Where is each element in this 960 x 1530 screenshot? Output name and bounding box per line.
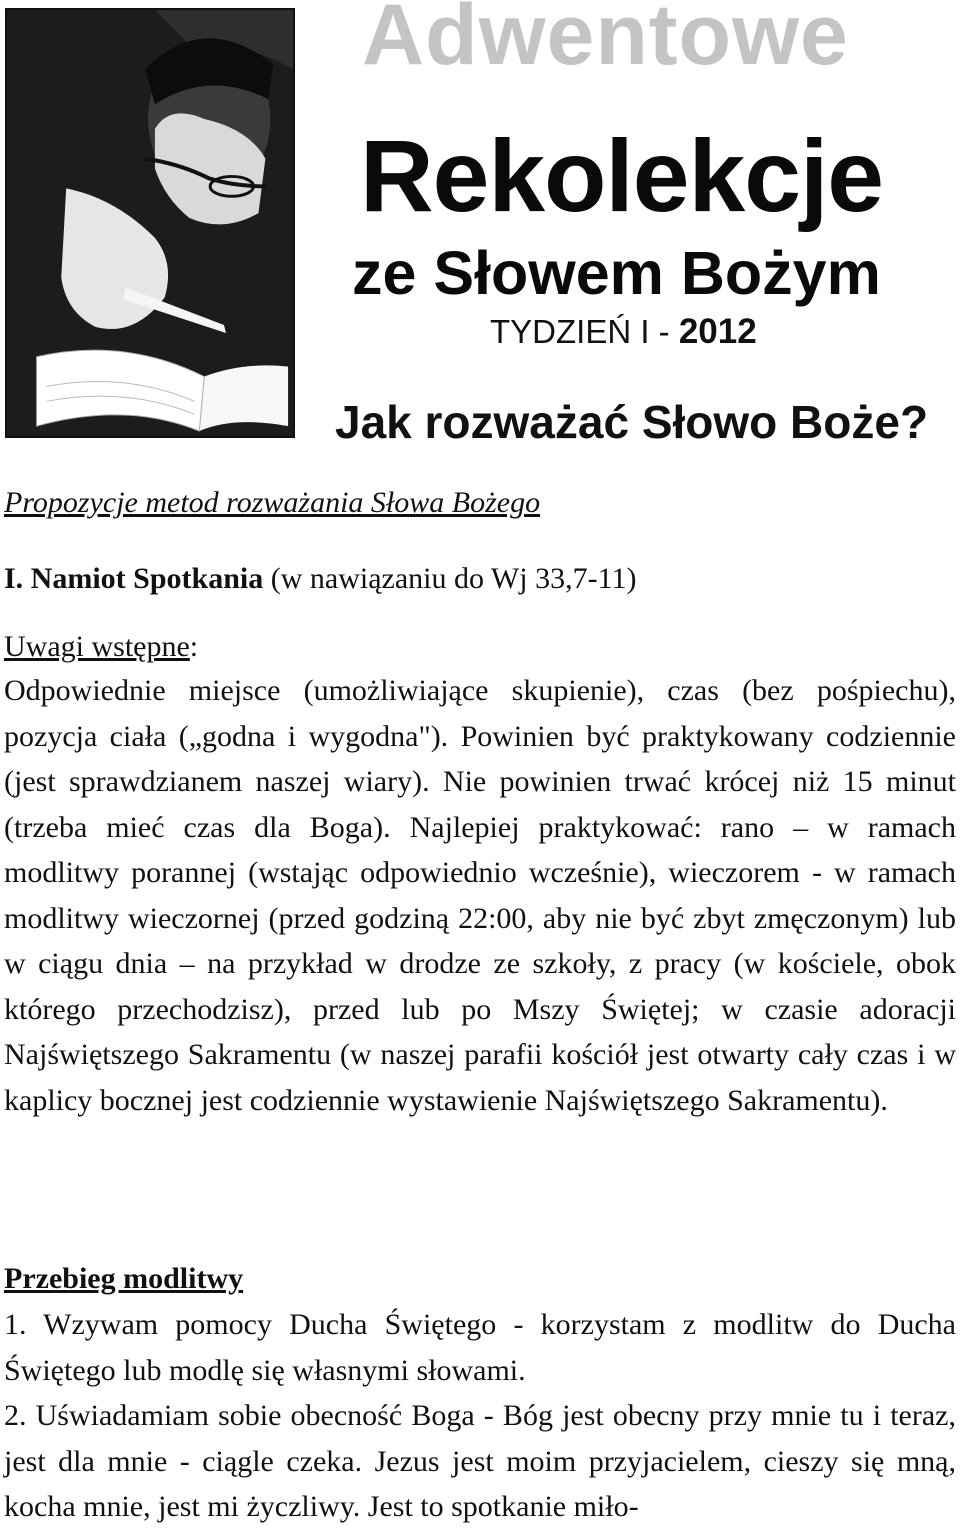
prayer-step-2: 2. Uświadamiam sobie obecność Boga - Bóg jest obecny przy mnie tu i teraz, jest dla mnie - ciągle czeka. Jezus jest moim przyjacielem, cieszy się mną, kocha mnie, jest mi życzliwy. Jest to spotkanie miło- — [4, 1399, 956, 1523]
methods-subtitle: Propozycje metod rozważania Słowa Bożego — [4, 486, 541, 519]
section-title: I. Namiot Spotkania — [4, 562, 264, 595]
notes-label-text: Uwagi wstępne — [4, 630, 190, 663]
notes-label-colon: : — [189, 630, 199, 663]
heading-question: Jak rozważać Słowo Boże? — [335, 396, 929, 448]
week-label — [490, 312, 757, 352]
notes-label — [4, 630, 198, 664]
section-heading — [4, 562, 636, 596]
title-adwentowe: Adwentowe — [362, 0, 849, 83]
title-rekolekcje: Rekolekcje — [360, 119, 884, 233]
prayer-step-1: 1. Wzywam pomocy Ducha Świętego - korzystam z modlitw do Ducha Świętego lub modlę się własnymi słowami. — [4, 1308, 956, 1387]
notes-paragraph: Odpowiednie miejsce (umożliwiające skupienie), czas (bez pośpiechu), pozycja ciała („godna i wygodna"). Powinien być praktykowany codziennie (jest sprawdzianem naszej wiary). Nie powinien trwać krócej niż 15 minut (trzeba mieć czas dla Boga). Najlepiej praktykować: rano – w ramach modlitwy porannej (wstając odpowiednio wcześnie), wieczorem - w ramach modlitwy wieczornej (przed godziną 22:00, aby nie być zbyt zmęczonym) lub w ciągu dnia – na przykład w drodze ze szkoły, z pracy (w kościele, obok którego przechodzisz), przed lub po Mszy Świętej; w czasie adoracji Najświętszego Sakramentu (w naszej parafii kościół jest otwarty cały czas i w kaplicy bocznej jest codziennie wystawienie Najświętszego Sakramentu). — [4, 674, 956, 1117]
section-reference: (w nawiązaniu do Wj 33,7-11) — [263, 562, 637, 595]
title-subtitle: ze Słowem Bożym — [352, 239, 881, 307]
prayer-steps — [4, 1302, 956, 1530]
week-year: 2012 — [678, 312, 757, 351]
header-photo-man-reading-bible — [5, 8, 295, 438]
week-label-text: TYDZIEŃ I - — [490, 313, 679, 350]
prayer-heading: Przebieg modlitwy — [4, 1262, 244, 1295]
